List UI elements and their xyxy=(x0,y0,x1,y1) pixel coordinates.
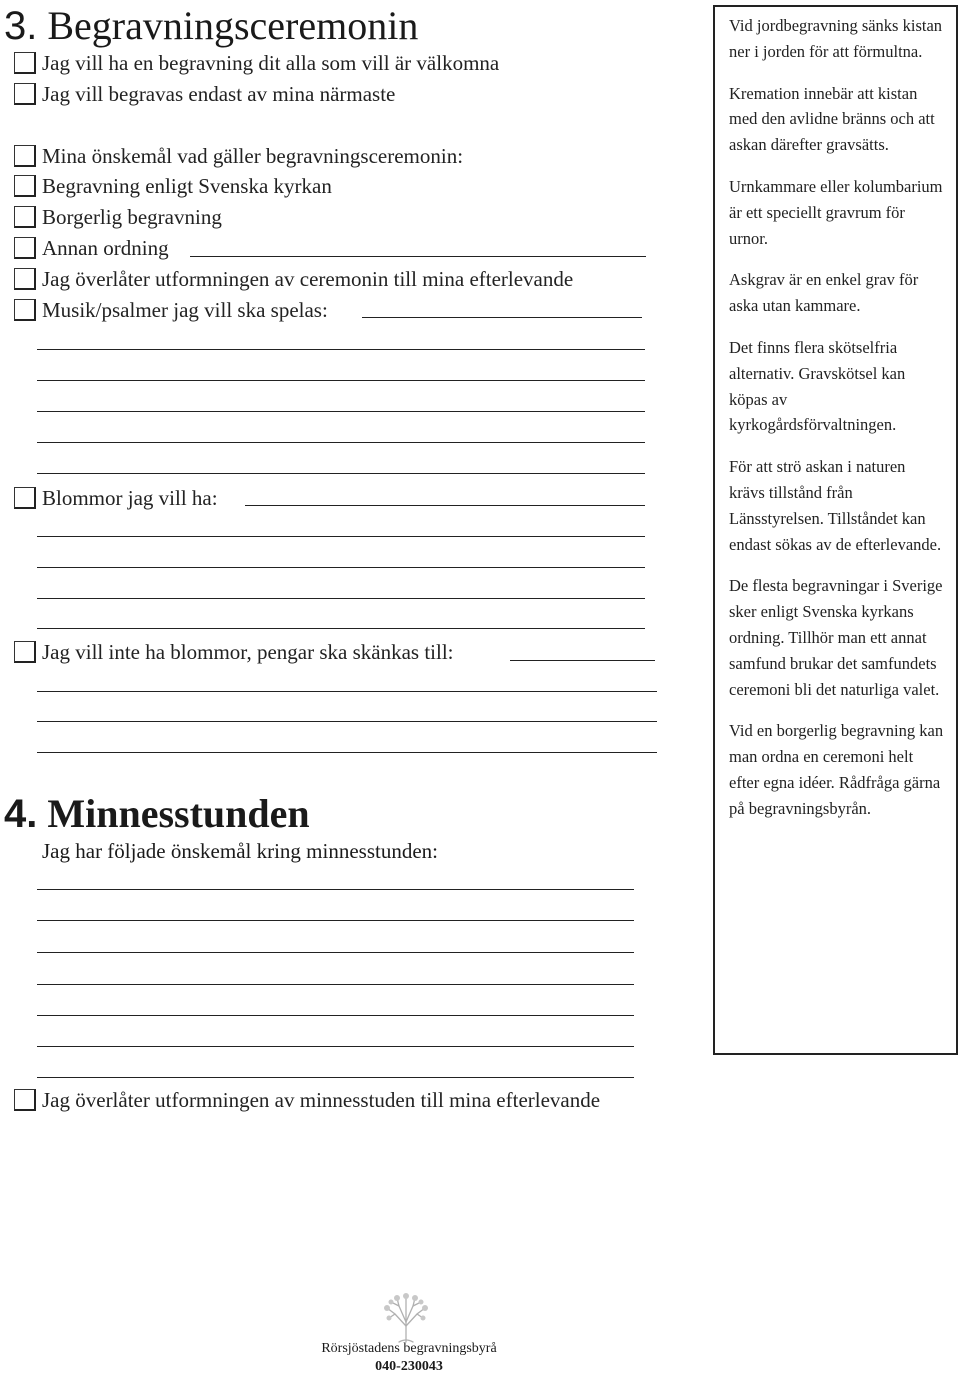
option-label: Jag överlåter utformningen av ceremonin till mina efterlevande xyxy=(42,267,574,291)
info-paragraph: Det finns flera skötselfria alternativ. Gravskötsel kan köpas av kyrkogårdsförvaltningen. xyxy=(729,337,906,435)
memorial-fill-line[interactable] xyxy=(37,1046,634,1047)
option-label: Annan ordning xyxy=(42,236,169,260)
donation-fill-line[interactable] xyxy=(37,752,657,753)
memorial-fill-line[interactable] xyxy=(37,952,634,953)
music-fill-line[interactable] xyxy=(37,411,645,412)
checkbox[interactable] xyxy=(14,83,36,105)
option-label: Jag vill begravas endast av mina närmaste xyxy=(42,82,396,106)
section-3-title: Begravningsceremonin xyxy=(47,3,419,48)
section-3-heading xyxy=(4,2,418,50)
option-flowers[interactable] xyxy=(14,483,218,513)
option-memorial-leave-to-survivors[interactable] xyxy=(14,1085,600,1115)
donation-fill-line[interactable] xyxy=(37,721,657,722)
option-civil-funeral[interactable] xyxy=(14,202,222,232)
music-fill-line[interactable] xyxy=(362,317,642,318)
info-paragraph: För att strö askan i naturen krävs tillstånd från Länsstyrelsen. Tillståndet kan endast sökas av de efterlevande. xyxy=(729,457,942,554)
donation-fill-line[interactable] xyxy=(510,660,655,661)
section-4-number: 4. xyxy=(4,792,38,836)
tree-icon xyxy=(375,1292,437,1344)
info-sidebar xyxy=(713,5,958,1055)
section-4-title: Minnesstunden xyxy=(47,791,310,836)
flowers-fill-line[interactable] xyxy=(37,628,645,629)
music-fill-line[interactable] xyxy=(37,442,645,443)
option-label: Jag överlåter utformningen av minnesstuden till mina efterlevande xyxy=(42,1088,601,1112)
option-closest-only[interactable] xyxy=(14,79,395,109)
option-church-of-sweden[interactable] xyxy=(14,171,332,201)
flowers-fill-line[interactable] xyxy=(37,567,645,568)
info-paragraph: Vid jordbegravning sänks kistan ner i jorden för att förmultna. xyxy=(729,16,943,61)
option-music[interactable] xyxy=(14,295,328,325)
memorial-fill-line[interactable] xyxy=(37,1015,634,1016)
option-label: Jag vill ha en begravning dit alla som vill är välkomna xyxy=(42,51,500,75)
option-welcome-all[interactable] xyxy=(14,48,499,78)
memorial-fill-line[interactable] xyxy=(37,889,634,890)
flowers-fill-line[interactable] xyxy=(37,536,645,537)
section-3-number: 3. xyxy=(4,4,38,48)
checkbox[interactable] xyxy=(14,299,36,321)
checkbox[interactable] xyxy=(14,175,36,197)
option-label: Borgerlig begravning xyxy=(42,205,222,229)
info-paragraph: Vid en borgerlig begravning kan man ordna en ceremoni helt efter egna idéer. Rådfråga gärna på begravningsbyrån. xyxy=(729,721,944,818)
option-label: Jag vill inte ha blommor, pengar ska skänkas till: xyxy=(42,640,454,664)
music-fill-line[interactable] xyxy=(37,473,645,474)
checkbox[interactable] xyxy=(14,145,36,167)
memorial-fill-line[interactable] xyxy=(37,984,634,985)
company-phone: 040-230043 xyxy=(375,1359,443,1374)
info-paragraph: Kremation innebär att kistan med den avlidne bränns och att askan därefter gravsätts. xyxy=(729,83,935,155)
section-4-heading xyxy=(4,790,310,838)
option-label: Musik/psalmer jag vill ska spelas: xyxy=(42,298,328,322)
donation-fill-line[interactable] xyxy=(37,691,657,692)
checkbox[interactable] xyxy=(14,1089,36,1111)
memorial-fill-line[interactable] xyxy=(37,920,634,921)
checkbox[interactable] xyxy=(14,487,36,509)
checkbox[interactable] xyxy=(14,268,36,290)
option-other-order[interactable] xyxy=(14,233,169,263)
other-order-fill-line[interactable] xyxy=(190,256,646,257)
memorial-intro-text: Jag har följade önskemål kring minnesstunden: xyxy=(42,839,438,863)
option-leave-to-survivors[interactable] xyxy=(14,264,573,294)
option-label: Begravning enligt Svenska kyrkan xyxy=(42,174,332,198)
info-paragraph: Urnkammare eller kolumbarium är ett speciellt gravrum för urnor. xyxy=(729,176,943,248)
music-fill-line[interactable] xyxy=(37,349,645,350)
option-label: Blommor jag vill ha: xyxy=(42,486,218,510)
flowers-fill-line[interactable] xyxy=(37,598,645,599)
info-paragraph: Askgrav är en enkel grav för aska utan kammare. xyxy=(729,270,919,316)
info-paragraph: De flesta begravningar i Sverige sker enligt Svenska kyrkans ordning. Tillhör man ett annat samfund brukar det samfundets ceremoni bli det naturliga valet. xyxy=(729,576,943,699)
checkbox[interactable] xyxy=(14,206,36,228)
checkbox[interactable] xyxy=(14,237,36,259)
flowers-fill-line[interactable] xyxy=(245,505,645,506)
music-fill-line[interactable] xyxy=(37,380,645,381)
memorial-fill-line[interactable] xyxy=(37,1077,634,1078)
checkbox[interactable] xyxy=(14,641,36,663)
option-ceremony-wishes[interactable] xyxy=(14,141,463,171)
option-no-flowers-donate[interactable] xyxy=(14,637,454,667)
company-name: Rörsjöstadens begravningsbyrå xyxy=(321,1341,497,1356)
checkbox[interactable] xyxy=(14,52,36,74)
option-label: Mina önskemål vad gäller begravningsceremonin: xyxy=(42,144,464,168)
